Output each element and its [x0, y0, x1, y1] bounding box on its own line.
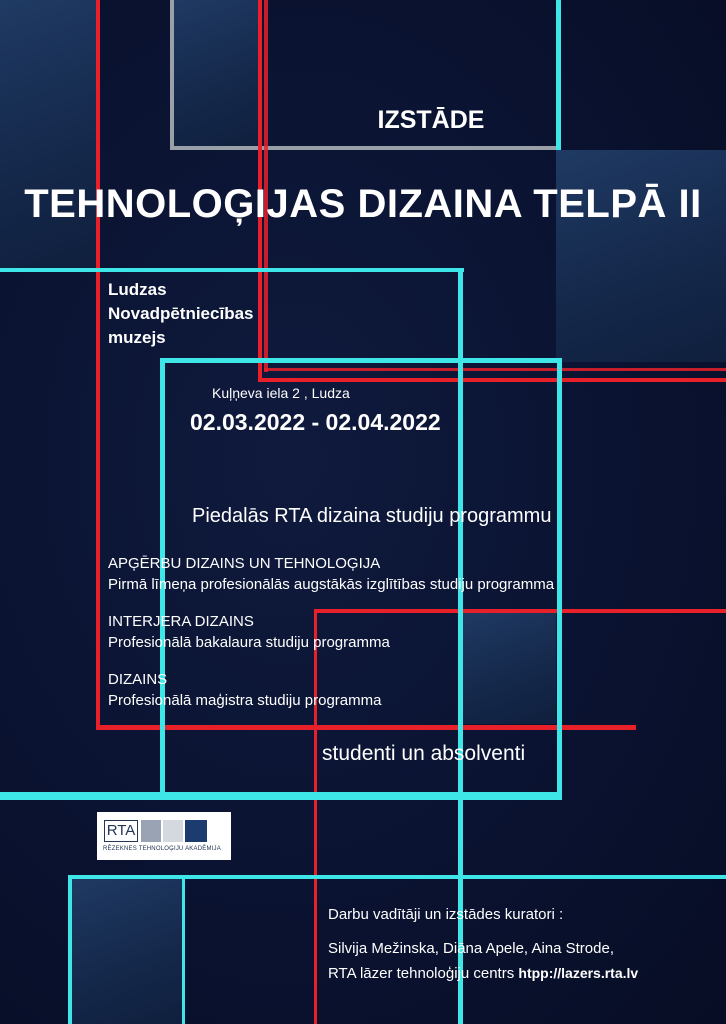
cyan-line-lower-inner	[182, 878, 185, 1024]
program-level: Pirmā līmeņa profesionālās augstākās izglītības studiju programma	[108, 576, 555, 593]
address: Kuļņeva iela 2 , Ludza	[212, 385, 350, 401]
logo-bar	[141, 820, 161, 842]
logo-mark: RTA	[104, 820, 138, 842]
cyan-line-bottom	[0, 792, 562, 800]
credits-heading: Darbu vadītāji un izstādes kuratori :	[328, 906, 564, 923]
page-title: TEHNOLOĢIJAS DIZAINA TELPĀ II	[24, 182, 702, 226]
logo-caption: RĒZEKNES TEHNOLOĢIJU AKADĒMIJA	[103, 846, 221, 852]
credits-names: Silvija Mežinska, Diāna Apele, Aina Strode,	[328, 940, 614, 957]
credits-center	[328, 958, 638, 989]
exhibition-dates: 02.03.2022 - 02.04.2022	[190, 409, 441, 435]
program-level: Profesionālā bakalaura studiju programma	[108, 634, 390, 651]
logo-bar	[163, 820, 183, 842]
panel-top-left	[0, 0, 100, 270]
students-label: studenti un absolventi	[322, 742, 526, 765]
credits-url-link[interactable]: htpp://lazers.rta.lv	[518, 965, 639, 981]
program-name: DIZAINS	[108, 671, 168, 688]
exhibition-label: IZSTĀDE	[377, 106, 485, 134]
cyan-line-top	[0, 268, 464, 272]
program-name: APĢĒRBU DIZAINS UN TEHNOLOĢIJA	[108, 555, 381, 572]
museum-name: Ludzas Novadpētniecības muzejs	[108, 280, 254, 347]
participants-heading: Piedalās RTA dizaina studiju programmu	[192, 505, 552, 527]
program-level: Profesionālā maģistra studiju programma	[108, 692, 382, 709]
rta-logo	[97, 812, 231, 860]
credits-center-name: RTA lāzer tehnoloģiju centrs	[328, 965, 515, 982]
logo-bar	[185, 820, 207, 842]
program-name: INTERJERA DIZAINS	[108, 613, 254, 630]
